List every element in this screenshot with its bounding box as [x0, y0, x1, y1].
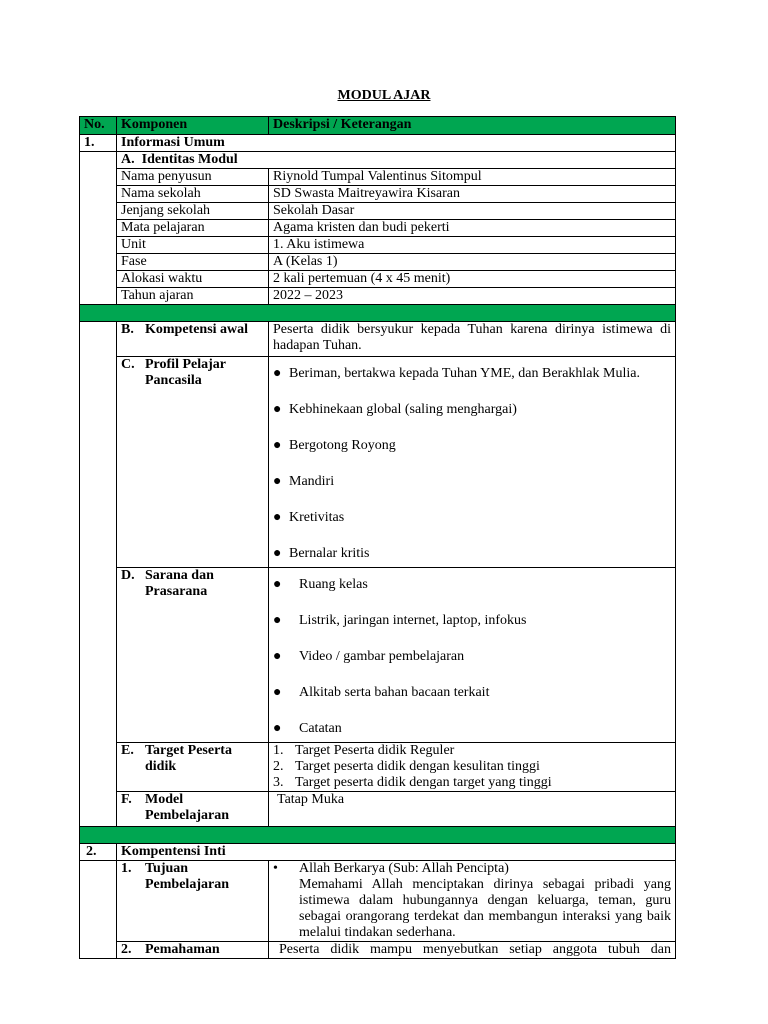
row-label: Nama sekolah: [117, 186, 269, 203]
bullet-icon: ●: [273, 510, 282, 525]
list-item: ● Bernalar kritis: [273, 543, 671, 565]
row-value: 2022 – 2023: [269, 288, 676, 305]
section-1-indent: [80, 322, 117, 827]
section-1-title: Informasi Umum: [117, 135, 676, 152]
list-item: ● Bergotong Royong: [273, 435, 671, 457]
pemahaman-row: [80, 942, 676, 959]
row-value: 1. Aku istimewa: [269, 237, 676, 254]
row-value: A (Kelas 1): [269, 254, 676, 271]
modul-table: [79, 116, 676, 959]
target-list: [273, 743, 671, 791]
sarana-list-cell: [269, 568, 676, 743]
list-item: ● Kretivitas: [273, 507, 671, 529]
list-item: ● Alkitab serta bahan bacaan terkait: [273, 682, 671, 704]
table-row: [80, 220, 676, 237]
bullet-icon: •: [273, 861, 278, 876]
section-1-row: [80, 135, 676, 152]
bullet-icon: ●: [273, 366, 282, 381]
header-no: No.: [80, 117, 117, 135]
pemahaman-num: 2.: [121, 942, 132, 957]
tujuan-text: Memahami Allah menciptakan dirinya sebagai pribadi yang istimewa dalam hubungannya dengan keluarga, teman, guru sebagai orangorang terdekat dan membangun interaksi yang baik melalui tindakan sederhana.: [299, 877, 671, 940]
list-item: 3. Target peserta didik dengan target yang tinggi: [273, 775, 552, 790]
tujuan-cell: [269, 861, 676, 942]
section-2-no: 2.: [80, 844, 117, 861]
profil-label: [117, 357, 269, 568]
pemahaman-label: [117, 942, 269, 959]
bullet-icon: ●: [273, 438, 282, 453]
row-label: Jenjang sekolah: [117, 203, 269, 220]
target-letter: E.: [121, 743, 134, 758]
kompetensi-awal-label: [117, 322, 269, 357]
row-label: Unit: [117, 237, 269, 254]
kompetensi-awal-row: [80, 322, 676, 357]
row-label: Fase: [117, 254, 269, 271]
kompetensi-awal-title: Kompetensi awal: [145, 322, 249, 337]
table-row: [80, 203, 676, 220]
sarana-title: Sarana dan Prasarana: [145, 568, 214, 599]
sarana-letter: D.: [121, 568, 135, 583]
section-2-row: [80, 844, 676, 861]
profil-row: [80, 357, 676, 568]
bullet-icon: ●: [273, 546, 282, 561]
green-separator-row: [80, 827, 676, 844]
table-row: [80, 237, 676, 254]
bullet-icon: ●: [273, 613, 282, 628]
list-item: 2. Target peserta didik dengan kesulitan tinggi: [273, 759, 540, 774]
tujuan-label: [117, 861, 269, 942]
bullet-icon: ●: [273, 577, 282, 592]
tujuan-row: [80, 861, 676, 942]
row-label: Mata pelajaran: [117, 220, 269, 237]
table-row: [80, 288, 676, 305]
model-label: [117, 792, 269, 827]
green-separator-row: [80, 305, 676, 322]
row-value: 2 kali pertemuan (4 x 45 menit): [269, 271, 676, 288]
row-value: Sekolah Dasar: [269, 203, 676, 220]
row-label: Tahun ajaran: [117, 288, 269, 305]
profil-list: [273, 363, 671, 565]
list-item: ● Listrik, jaringan internet, laptop, infokus: [273, 610, 671, 632]
identitas-row: [80, 152, 676, 169]
row-label: Alokasi waktu: [117, 271, 269, 288]
pemahaman-title: Pemahaman: [145, 942, 220, 957]
target-label: [117, 743, 269, 792]
sarana-label: [117, 568, 269, 743]
target-list-cell: [269, 743, 676, 792]
target-title: Target Peserta didik: [145, 743, 232, 774]
profil-list-cell: [269, 357, 676, 568]
list-item: ● Ruang kelas: [273, 574, 671, 596]
model-title: Model Pembelajaran: [145, 792, 229, 823]
identitas-title: Identitas Modul: [141, 152, 238, 167]
table-row: [80, 271, 676, 288]
list-item: 1. Target Peserta didik Reguler: [273, 743, 455, 758]
bullet-icon: ●: [273, 402, 282, 417]
kompetensi-awal-text: Peserta didik bersyukur kepada Tuhan karena dirinya istimewa di hadapan Tuhan.: [269, 322, 676, 357]
bullet-icon: ●: [273, 649, 282, 664]
header-komponen: Komponen: [117, 117, 269, 135]
table-header-row: [80, 117, 676, 135]
row-label: Nama penyusun: [117, 169, 269, 186]
bullet-icon: ●: [273, 685, 282, 700]
header-deskripsi: Deskripsi / Keterangan: [269, 117, 676, 135]
section-1-indent: [80, 152, 117, 305]
list-item: ● Mandiri: [273, 471, 671, 493]
profil-letter: C.: [121, 357, 135, 372]
list-item: ● Beriman, bertakwa kepada Tuhan YME, dan Berakhlak Mulia.: [273, 363, 671, 385]
identitas-letter: A.: [121, 152, 135, 167]
tujuan-num: 1.: [121, 861, 132, 876]
section-2-indent: [80, 861, 117, 959]
profil-title: Profil Pelajar Pancasila: [145, 357, 226, 388]
sarana-row: [80, 568, 676, 743]
bullet-icon: ●: [273, 474, 282, 489]
table-row: [80, 254, 676, 271]
model-row: [80, 792, 676, 827]
document-title: MODUL AJAR: [337, 88, 431, 103]
section-1-no: 1.: [80, 135, 117, 152]
pemahaman-text: Peserta didik mampu menyebutkan setiap anggota tubuh dan: [269, 942, 676, 959]
row-value: Agama kristen dan budi pekerti: [269, 220, 676, 237]
list-item: ● Catatan: [273, 718, 671, 740]
tujuan-title: Tujuan Pembelajaran: [145, 861, 229, 892]
list-item: ● Kebhinekaan global (saling menghargai): [273, 399, 671, 421]
kompetensi-awal-letter: B.: [121, 322, 134, 337]
table-row: [80, 169, 676, 186]
model-text: Tatap Muka: [269, 792, 676, 827]
tujuan-bullet: Allah Berkarya (Sub: Allah Pencipta): [299, 861, 509, 876]
list-item: ● Video / gambar pembelajaran: [273, 646, 671, 668]
row-value: Riynold Tumpal Valentinus Sitompul: [269, 169, 676, 186]
bullet-icon: ●: [273, 721, 282, 736]
identitas-heading: [117, 152, 676, 169]
section-2-title: Kompentensi Inti: [117, 844, 676, 861]
sarana-list: [273, 574, 671, 740]
table-row: [80, 186, 676, 203]
row-value: SD Swasta Maitreyawira Kisaran: [269, 186, 676, 203]
target-row: [80, 743, 676, 792]
model-letter: F.: [121, 792, 132, 807]
